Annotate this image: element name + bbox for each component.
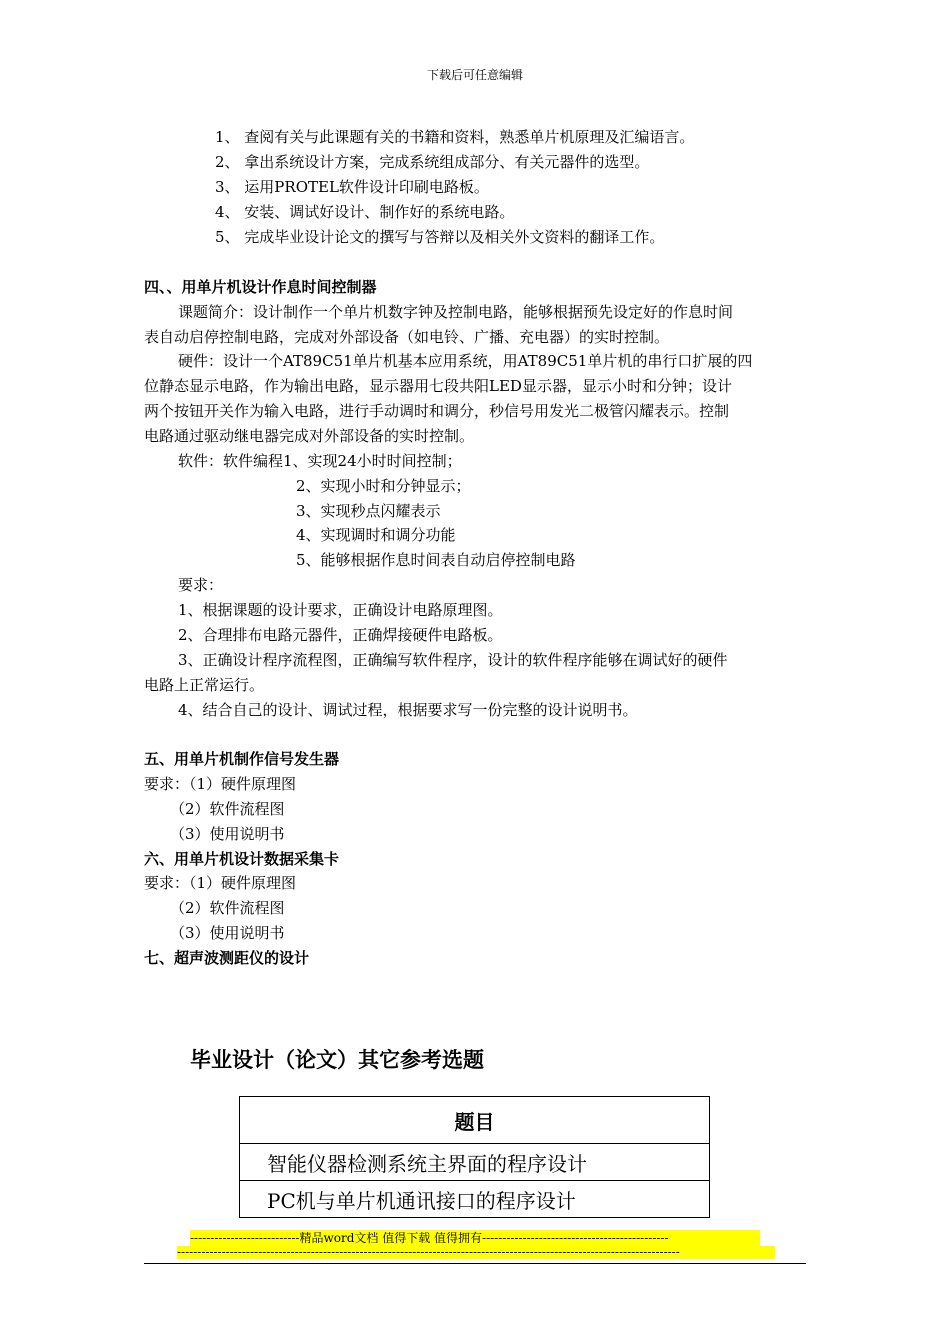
- requirement-item: 3、正确设计程序流程图，正确编写软件程序，设计的软件程序能够在调试好的硬件: [178, 651, 728, 669]
- table-cell: 智能仪器检测系统主界面的程序设计: [240, 1144, 710, 1181]
- task-item: 4、 安装、调试好设计、制作好的系统电路。: [215, 203, 515, 221]
- section-6-req: 要求：（1）硬件原理图: [144, 874, 297, 892]
- software-item: 5、能够根据作息时间表自动启停控制电路: [296, 551, 576, 569]
- task-item: 1、 查阅有关与此课题有关的书籍和资料，熟悉单片机原理及汇编语言。: [215, 128, 695, 146]
- section-5-req: （3）使用说明书: [170, 825, 285, 843]
- section-4-title: 四、、用单片机设计作息时间控制器: [144, 278, 377, 296]
- requirements-label: 要求：: [178, 576, 224, 594]
- other-topics-title: 毕业设计（论文）其它参考选题: [190, 1048, 484, 1072]
- section-7-title: 七、超声波测距仪的设计: [144, 949, 310, 967]
- task-item: 3、 运用PROTEL软件设计印刷电路板。: [215, 178, 489, 196]
- table-row: [240, 1144, 710, 1181]
- section-5-title: 五、用单片机制作信号发生器: [144, 750, 340, 768]
- table-header-cell: 题目: [240, 1097, 710, 1144]
- section-4-intro: 课题简介：设计制作一个单片机数字钟及控制电路，能够根据预先设定好的作息时间: [178, 303, 734, 321]
- footer-dashes: ----------------------------------------------------------------------------------------------------------------------------: [177, 1246, 775, 1259]
- footer-banner: ---------------------------精品word文档 值得下载 值得拥有----------------------------------------------: [190, 1230, 760, 1246]
- page-header: 下载后可任意编辑: [426, 68, 523, 82]
- table-row: [240, 1181, 710, 1218]
- table-cell: PC机与单片机通讯接口的程序设计: [240, 1181, 710, 1218]
- section-4-software: 软件：软件编程1、实现24小时时间控制；: [178, 452, 462, 470]
- software-item: 4、实现调时和调分功能: [296, 526, 456, 544]
- topics-table: [239, 1096, 710, 1218]
- section-5-req: 要求：（1）硬件原理图: [144, 775, 297, 793]
- section-6-req: （2）软件流程图: [170, 899, 285, 917]
- section-4-hardware: 位静态显示电路，作为输出电路，显示器用七段共阳LED显示器，显示小时和分钟；设计: [144, 377, 732, 395]
- section-6-title: 六、用单片机设计数据采集卡: [144, 850, 340, 868]
- requirement-item: 1、根据课题的设计要求，正确设计电路原理图。: [178, 601, 503, 619]
- task-item: 2、 拿出系统设计方案，完成系统组成部分、有关元器件的选型。: [215, 153, 650, 171]
- software-item: 3、实现秒点闪耀表示: [296, 502, 441, 520]
- section-4-hardware: 电路通过驱动继电器完成对外部设备的实时控制。: [144, 427, 475, 445]
- section-6-req: （3）使用说明书: [170, 924, 285, 942]
- section-5-req: （2）软件流程图: [170, 800, 285, 818]
- footer-rule: [144, 1263, 806, 1264]
- task-item: 5、 完成毕业设计论文的撰写与答辩以及相关外文资料的翻译工作。: [215, 228, 665, 246]
- table-header-row: [240, 1097, 710, 1144]
- section-4-hardware: 硬件：设计一个AT89C51单片机基本应用系统，用AT89C51单片机的串行口扩展的四: [178, 352, 753, 370]
- requirement-item: 2、合理排布电路元器件，正确焊接硬件电路板。: [178, 626, 503, 644]
- section-4-intro: 表自动启停控制电路，完成对外部设备（如电铃、广播、充电器）的实时控制。: [144, 328, 670, 346]
- section-4-hardware: 两个按钮开关作为输入电路，进行手动调时和调分，秒信号用发光二极管闪耀表示。控制: [144, 402, 730, 420]
- requirement-item: 4、结合自己的设计、调试过程，根据要求写一份完整的设计说明书。: [178, 701, 638, 719]
- software-item: 2、实现小时和分钟显示；: [296, 477, 471, 495]
- requirement-item: 电路上正常运行。: [144, 676, 265, 694]
